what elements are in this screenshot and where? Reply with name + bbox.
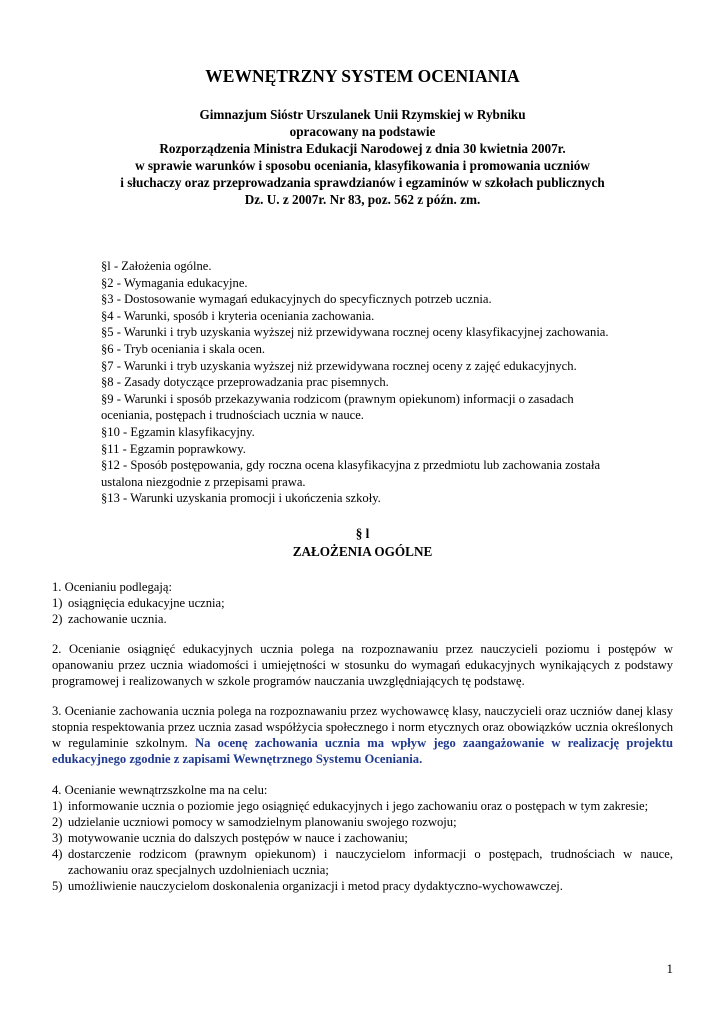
header-line: w sprawie warunków i sposobu oceniania, klasyfikowania i promowania uczniów [135,158,590,173]
list-item [52,847,673,879]
list-item-text: osiągnięcia edukacyjne ucznia; [68,595,225,610]
page-number: 1 [666,961,673,976]
paragraph-text: 3. Ocenianie zachowania ucznia polega na rozpoznawaniu przez wychowawcę klasy, nauczycieli oraz uczniów danej klasy stopnia respektowania przez ucznia zasad współżycia społecznego i norm etycznych oraz obowiązków ucznia określonych w regulaminie szkolnym. [52,704,673,751]
toc-entry: §11 - Egzamin poprawkowy. [101,441,246,456]
toc-entry: §10 - Egzamin klasyfikacyjny. [101,424,255,439]
list-item [52,815,673,831]
list-item-text: dostarczenie rodzicom (prawnym opiekunom) i nauczycielom informacji o postępach, trudnościach w nauce, zachowaniu oraz specjalnych uzdolnieniach ucznia; [68,846,673,877]
document-title: WEWNĘTRZNY SYSTEM OCENIANIA [205,66,520,86]
list-item-number: 1) [52,595,63,610]
paragraph-3 [52,704,673,768]
list-item-number: 2) [52,814,63,829]
list-item-number: 4) [52,846,63,861]
highlighted-text: Na ocenę zachowania ucznia ma wpływ jego zaangażowanie w realizację projektu edukacyjnego zgodnie z zapisami Wewnętrznego Systemu Oceniania. [52,736,673,767]
section-heading [0,525,725,561]
section-title: ZAŁOŻENIA OGÓLNE [292,544,433,559]
list-item [52,831,673,847]
list-item [52,799,673,815]
toc-entry: §2 - Wymagania edukacyjne. [101,275,248,290]
list-item [52,596,673,612]
toc-entry: §3 - Dostosowanie wymagań edukacyjnych do specyficznych potrzeb ucznia. [101,292,492,307]
table-of-contents [101,258,681,507]
toc-entry: §9 - Warunki i sposób przekazywania rodzicom (prawnym opiekunom) informacji o zasadach [101,391,574,406]
toc-entry: §4 - Warunki, sposób i kryteria oceniania zachowania. [101,308,375,323]
list-item-text: informowanie ucznia o poziomie jego osiągnięć edukacyjnych i jego zachowaniu oraz o postępach w tym zakresie; [68,798,649,813]
list-item-number: 1) [52,798,63,813]
toc-entry: §6 - Tryb oceniania i skala ocen. [101,341,266,356]
header-line: opracowany na podstawie [289,124,436,139]
toc-entry: §8 - Zasady dotyczące przeprowadzania prac pisemnych. [101,375,389,390]
section-body [52,580,673,909]
list-item-number: 2) [52,611,63,626]
toc-entry: §12 - Sposób postępowania, gdy roczna ocena klasyfikacyjna z przedmiotu lub zachowania została [101,458,601,473]
toc-entry: §l - Założenia ogólne. [101,259,212,273]
toc-entry: ustalona niezgodnie z przepisami prawa. [101,474,306,489]
list-item-text: umożliwienie nauczycielom doskonalenia organizacji i metod pracy dydaktyczno-wychowawczej. [68,878,563,893]
list-item [52,879,673,895]
header-line: Dz. U. z 2007r. Nr 83, poz. 562 z późn. zm. [244,192,481,207]
paragraph-1 [52,580,673,628]
list-item [52,612,673,628]
list-item-text: motywowanie ucznia do dalszych postępów w nauce i zachowaniu; [68,830,408,845]
toc-entry: oceniania, postępach i trudnościach ucznia w nauce. [101,408,364,423]
toc-entry: §13 - Warunki uzyskania promocji i ukończenia szkoły. [101,491,381,506]
document-header [0,106,725,208]
list-item-number: 5) [52,878,63,893]
paragraph-2: 2. Ocenianie osiągnięć edukacyjnych ucznia polega na rozpoznawaniu przez nauczycieli poziomu i postępów w opanowaniu przez ucznia wiadomości i umiejętności w stosunku do wymagań edukacyjnych wynikających z podstawy programowej i realizowanych w szkole programów nauczania uwzględniających tę podstawę. [52,641,673,688]
section-symbol: § l [355,526,370,541]
paragraph-lead: 4. Ocenianie wewnątrzszkolne ma na celu: [52,783,268,798]
paragraph-4 [52,783,673,894]
paragraph-lead: 1. Ocenianiu podlegają: [52,580,172,594]
header-line: Rozporządzenia Ministra Edukacji Narodowej z dnia 30 kwietnia 2007r. [159,141,566,156]
toc-entry: §5 - Warunki i tryb uzyskania wyższej niż przewidywana rocznej oceny klasyfikacyjnej zachowania. [101,325,609,340]
header-line: i słuchaczy oraz przeprowadzania sprawdzianów i egzaminów w szkołach publicznych [120,175,605,190]
list-item-text: udzielanie uczniowi pomocy w samodzielnym planowaniu swojego rozwoju; [68,814,457,829]
list-item-text: zachowanie ucznia. [68,611,167,626]
header-line: Gimnazjum Sióstr Urszulanek Unii Rzymskiej w Rybniku [199,107,526,122]
toc-entry: §7 - Warunki i tryb uzyskania wyższej niż przewidywana rocznej oceny z zajęć edukacyjnych. [101,358,577,373]
list-item-number: 3) [52,830,63,845]
